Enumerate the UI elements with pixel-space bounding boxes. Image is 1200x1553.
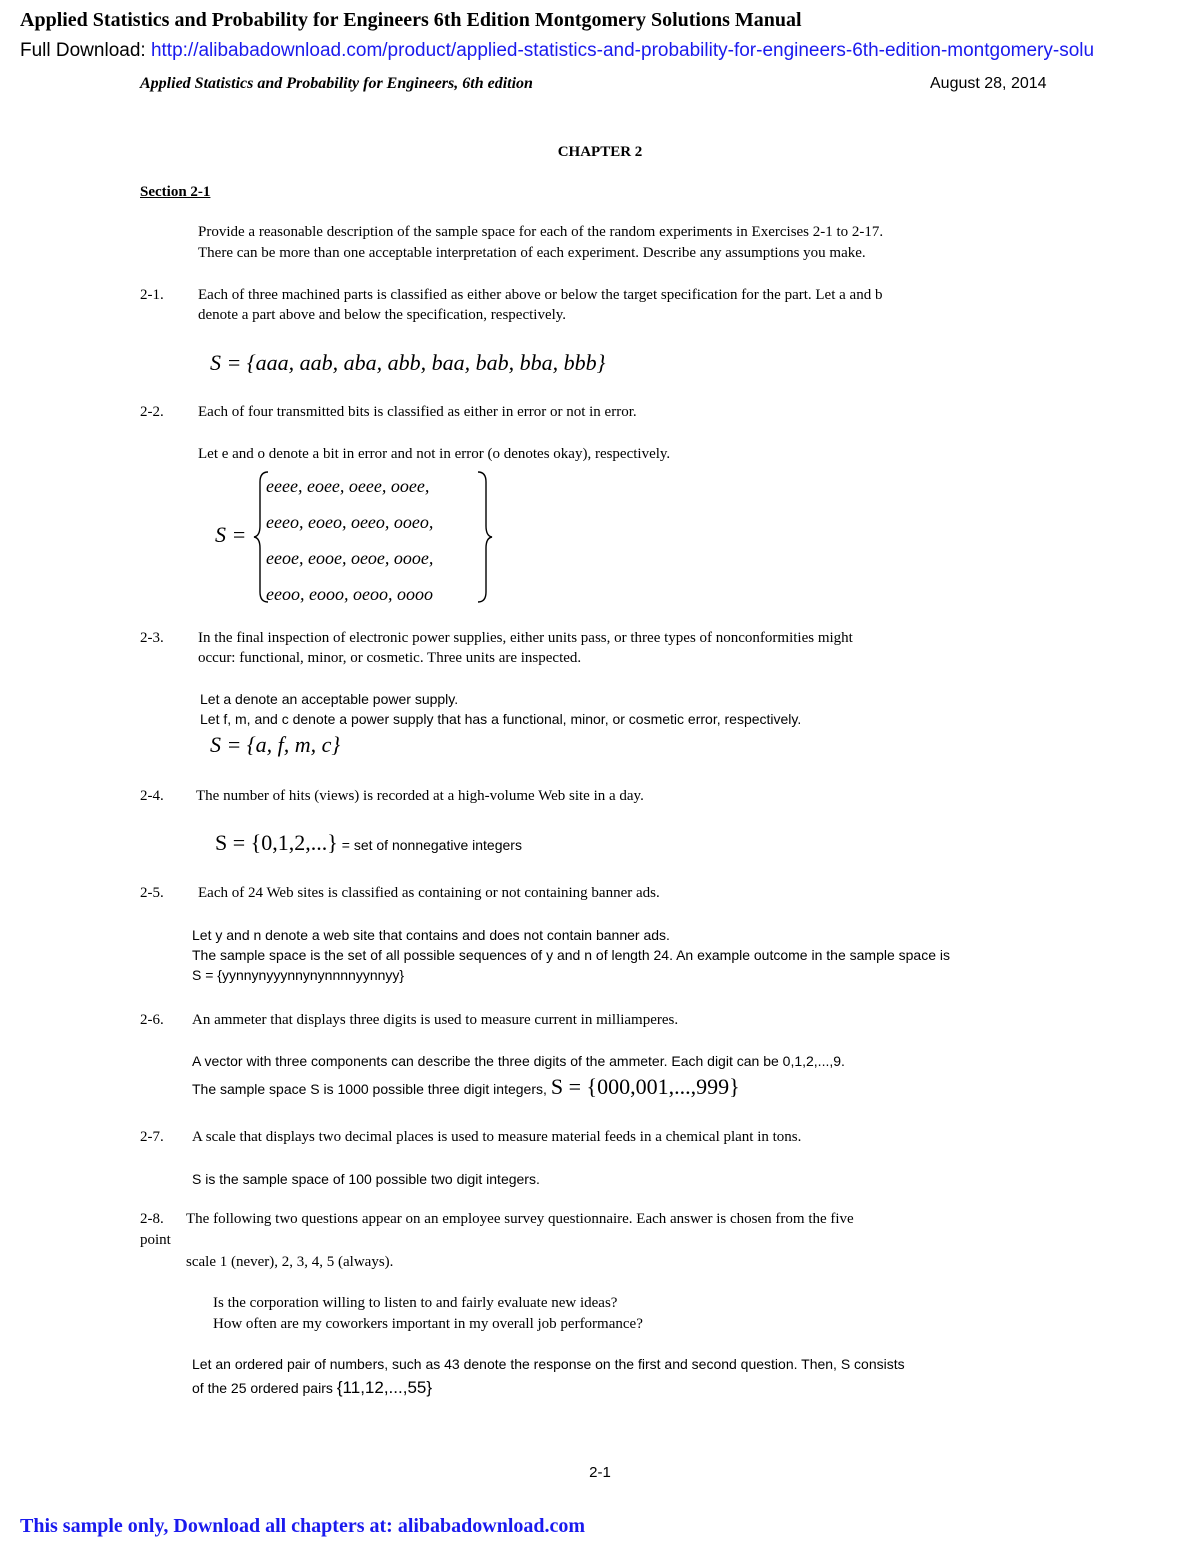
survey-question: How often are my coworkers important in my overall job performance? [213,1316,643,1332]
exercise-text: occur: functional, minor, or cosmetic. Three units are inspected. [198,650,582,666]
sample-space-line [192,1074,740,1100]
exercise-number: 2-6. [140,1012,164,1028]
sample-space-formula: S = {000,001,...,999} [550,1074,740,1099]
intro-line-1: Provide a reasonable description of the sample space for each of the random experiments in Exercises 2-1 to 2-17. [198,224,884,240]
exercise-let: Let a denote an acceptable power supply. [200,691,459,707]
sample-space-formula: S = {aaa, aab, aba, abb, baa, bab, bba, bbb} [210,350,606,375]
section-title: Section 2-1 [140,184,211,200]
exercise-detail: of the 25 ordered pairs [192,1380,333,1396]
exercise-detail: A vector with three components can describe the three digits of the ammeter. Each digit can be 0,1,2,...,9. [192,1053,845,1069]
exercise-text: Each of 24 Web sites is classified as containing or not containing banner ads. [198,885,660,901]
exercise-let: Let y and n denote a web site that contains and does not contain banner ads. [192,927,670,943]
set-row: eeee, eoee, oeee, ooee, [266,476,430,496]
exercise-number: 2-2. [140,404,164,420]
intro-line-2: There can be more than one acceptable interpretation of each experiment. Describe any assumptions you make. [198,245,866,261]
set-row: eeeo, eoeo, oeeo, ooeo, [266,512,434,532]
set-row: eeoo, eooo, oeoo, oooo [266,584,433,604]
exercise-detail: Let an ordered pair of numbers, such as 43 denote the response on the first and second question. Then, S consists [192,1356,905,1372]
banner-title: Applied Statistics and Probability for Engineers 6th Edition Montgomery Solutions Manual [20,9,802,31]
sample-space-formula: S = {a, f, m, c} [210,732,341,757]
exercise-detail: The sample space S is 1000 possible three digit integers, [192,1081,547,1097]
footer-promo[interactable]: This sample only, Download all chapters at: alibabadownload.com [20,1515,586,1537]
exercise-detail: The sample space is the set of all possible sequences of y and n of length 24. An example outcome in the sample space is [192,947,951,963]
exercise-number: 2-8. [140,1211,164,1227]
exercise-text: Each of three machined parts is classified as either above or below the target specification for the part. Let a and b [198,287,883,303]
sample-space-formula: {11,12,...,55} [336,1378,433,1397]
rating-scale: scale 1 (never), 2, 3, 4, 5 (always). [186,1254,394,1270]
example-outcome: S = {yynnynyyynnynynnnnyynnyy} [192,967,405,983]
set-row: eeoe, eooe, oeoe, oooe, [266,548,434,568]
download-line [20,40,1094,62]
download-link[interactable]: http://alibabadownload.com/product/applied-statistics-and-probability-for-engineers-6th-edition-montgomery-solu [150,40,1095,61]
formula-note: = set of nonnegative integers [341,837,522,853]
exercise-text: The following two questions appear on an employee survey questionnaire. Each answer is chosen from the five [186,1211,854,1227]
exercise-number: 2-4. [140,788,164,804]
exercise-text: denote a part above and below the specification, respectively. [198,307,567,323]
exercise-text: In the final inspection of electronic power supplies, either units pass, or three types of nonconformities might [198,630,853,646]
set-rows [266,468,433,612]
right-brace [474,470,494,604]
exercise-number: 2-1. [140,287,164,303]
chapter-title: CHAPTER 2 [557,144,643,160]
exercise-text: An ammeter that displays three digits is used to measure current in milliamperes. [192,1012,679,1028]
book-header: Applied Statistics and Probability for Engineers, 6th edition [140,75,533,92]
sample-space-line [192,1378,432,1398]
sample-space-formula: S = {0,1,2,...} [215,830,338,855]
page-number: 2-1 [589,1464,611,1481]
exercise-number: 2-5. [140,885,164,901]
exercise-text: Each of four transmitted bits is classified as either in error or not in error. [198,404,637,420]
exercise-text: point [140,1232,171,1248]
exercise-let: Let e and o denote a bit in error and not in error (o denotes okay), respectively. [198,446,671,462]
header-date: August 28, 2014 [930,75,1047,92]
exercise-number: 2-7. [140,1129,164,1145]
exercise-let: Let f, m, and c denote a power supply that has a functional, minor, or cosmetic error, respectively. [200,711,802,727]
exercise-text: A scale that displays two decimal places is used to measure material feeds in a chemical plant in tons. [192,1129,802,1145]
download-prefix: Full Download: [20,40,151,61]
exercise-detail: S is the sample space of 100 possible two digit integers. [192,1171,540,1187]
survey-question: Is the corporation willing to listen to and fairly evaluate new ideas? [213,1295,618,1311]
exercise-text: The number of hits (views) is recorded at a high-volume Web site in a day. [196,788,644,804]
set-lhs: S = [215,522,247,547]
exercise-number: 2-3. [140,630,164,646]
sample-space-line [215,830,522,856]
